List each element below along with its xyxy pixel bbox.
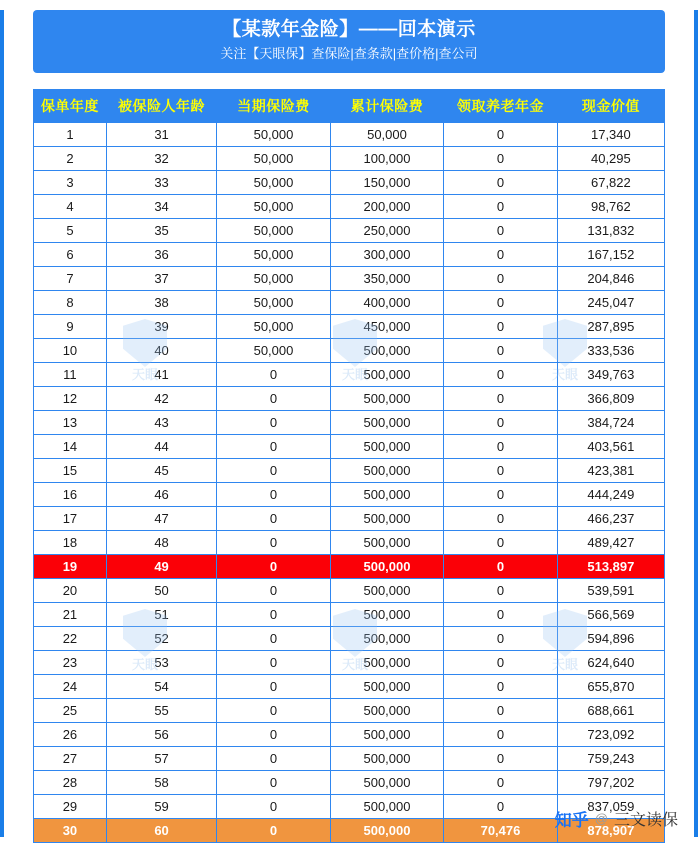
- table-cell: 333,536: [557, 339, 664, 363]
- table-cell: 67,822: [557, 171, 664, 195]
- table-cell: 7: [34, 267, 107, 291]
- table-row: [34, 483, 665, 507]
- table-cell: 33: [106, 171, 216, 195]
- table-cell: 35: [106, 219, 216, 243]
- footer-separator: @: [594, 811, 608, 826]
- table-row: [34, 747, 665, 771]
- table-cell: 0: [444, 267, 558, 291]
- table-row: [34, 267, 665, 291]
- table-cell: 500,000: [330, 723, 444, 747]
- table-row: [34, 315, 665, 339]
- table-row: [34, 555, 665, 579]
- table-cell: 50,000: [217, 339, 331, 363]
- table-cell: 655,870: [557, 675, 664, 699]
- table-cell: 759,243: [557, 747, 664, 771]
- table-cell: 0: [444, 171, 558, 195]
- table-cell: 837,059: [557, 795, 664, 819]
- table-cell: 22: [34, 627, 107, 651]
- table-header: [34, 90, 665, 123]
- table-cell: 0: [444, 723, 558, 747]
- table-cell: 3: [34, 171, 107, 195]
- table-row: [34, 771, 665, 795]
- table-cell: 366,809: [557, 387, 664, 411]
- table-cell: 50,000: [217, 315, 331, 339]
- column-header-insured-age: 被保险人年龄: [106, 90, 216, 123]
- header-banner: [33, 10, 665, 73]
- table-body: [34, 123, 665, 843]
- table-cell: 878,907: [557, 819, 664, 843]
- table-cell: 37: [106, 267, 216, 291]
- column-header-current-premium: 当期保险费: [217, 90, 331, 123]
- table-cell: 57: [106, 747, 216, 771]
- table-cell: 30: [34, 819, 107, 843]
- table-cell: 500,000: [330, 411, 444, 435]
- table-cell: 0: [444, 123, 558, 147]
- table-cell: 4: [34, 195, 107, 219]
- table-row: [34, 123, 665, 147]
- table-cell: 52: [106, 627, 216, 651]
- table-row: [34, 243, 665, 267]
- table-row: [34, 411, 665, 435]
- table-cell: 55: [106, 699, 216, 723]
- table-cell: 513,897: [557, 555, 664, 579]
- table-row: [34, 147, 665, 171]
- table-cell: 20: [34, 579, 107, 603]
- table-cell: 0: [444, 771, 558, 795]
- table-cell: 500,000: [330, 603, 444, 627]
- table-cell: 0: [444, 579, 558, 603]
- table-row: [34, 387, 665, 411]
- table-cell: 0: [444, 531, 558, 555]
- table-cell: 24: [34, 675, 107, 699]
- table-cell: 245,047: [557, 291, 664, 315]
- watermark-6: 天眼: [543, 609, 587, 672]
- table-cell: 50,000: [217, 291, 331, 315]
- table-cell: 688,661: [557, 699, 664, 723]
- table-cell: 539,591: [557, 579, 664, 603]
- watermark-3: 天眼: [543, 319, 587, 382]
- table-row: [34, 675, 665, 699]
- table-cell: 0: [217, 459, 331, 483]
- table-cell: 45: [106, 459, 216, 483]
- table-cell: 60: [106, 819, 216, 843]
- table-cell: 250,000: [330, 219, 444, 243]
- table-cell: 0: [444, 555, 558, 579]
- table-cell: 0: [217, 555, 331, 579]
- table-cell: 42: [106, 387, 216, 411]
- table-row: [34, 723, 665, 747]
- table-cell: 500,000: [330, 339, 444, 363]
- table-cell: 0: [444, 699, 558, 723]
- table-cell: 0: [217, 723, 331, 747]
- table-cell: 500,000: [330, 531, 444, 555]
- table-cell: 50,000: [217, 243, 331, 267]
- column-header-policy-year: 保单年度: [34, 90, 107, 123]
- table-cell: 12: [34, 387, 107, 411]
- table-cell: 0: [217, 627, 331, 651]
- policy-table: [33, 89, 665, 843]
- table-cell: 29: [34, 795, 107, 819]
- table-cell: 0: [217, 771, 331, 795]
- table-row: [34, 627, 665, 651]
- table-row: [34, 219, 665, 243]
- table-cell: 500,000: [330, 483, 444, 507]
- table-cell: 500,000: [330, 555, 444, 579]
- table-cell: 19: [34, 555, 107, 579]
- table-cell: 150,000: [330, 171, 444, 195]
- table-row: [34, 339, 665, 363]
- table-row: [34, 699, 665, 723]
- table-cell: 100,000: [330, 147, 444, 171]
- table-cell: 14: [34, 435, 107, 459]
- table-cell: 0: [444, 651, 558, 675]
- page-title: 【某款年金险】——回本演示: [222, 19, 476, 40]
- watermark-4: 天眼: [123, 609, 167, 672]
- table-cell: 36: [106, 243, 216, 267]
- table-cell: 10: [34, 339, 107, 363]
- table-cell: 48: [106, 531, 216, 555]
- table-cell: 15: [34, 459, 107, 483]
- table-cell: 1: [34, 123, 107, 147]
- table-cell: 17: [34, 507, 107, 531]
- table-cell: 31: [106, 123, 216, 147]
- table-cell: 44: [106, 435, 216, 459]
- table-cell: 0: [217, 363, 331, 387]
- table-cell: 53: [106, 651, 216, 675]
- table-cell: 0: [444, 147, 558, 171]
- table-cell: 50: [106, 579, 216, 603]
- table-cell: 500,000: [330, 699, 444, 723]
- table-cell: 38: [106, 291, 216, 315]
- table-cell: 594,896: [557, 627, 664, 651]
- table-cell: 0: [444, 459, 558, 483]
- table-cell: 403,561: [557, 435, 664, 459]
- table-cell: 50,000: [217, 195, 331, 219]
- page-subtitle: 关注【天眼保】查保险|查条款|查价格|查公司: [220, 46, 478, 61]
- table-cell: 23: [34, 651, 107, 675]
- table-cell: 400,000: [330, 291, 444, 315]
- table-cell: 0: [444, 795, 558, 819]
- table-cell: 0: [444, 411, 558, 435]
- zhihu-logo: 知乎: [554, 811, 589, 830]
- table-cell: 5: [34, 219, 107, 243]
- table-cell: 34: [106, 195, 216, 219]
- table-cell: 27: [34, 747, 107, 771]
- table-cell: 0: [444, 483, 558, 507]
- watermark-2: 天眼: [333, 319, 377, 382]
- table-row: [34, 579, 665, 603]
- table-cell: 0: [217, 747, 331, 771]
- table-cell: 624,640: [557, 651, 664, 675]
- table-cell: 50,000: [217, 171, 331, 195]
- table-cell: 423,381: [557, 459, 664, 483]
- table-cell: 500,000: [330, 819, 444, 843]
- table-cell: 500,000: [330, 747, 444, 771]
- table-cell: 54: [106, 675, 216, 699]
- table-cell: 0: [444, 315, 558, 339]
- column-header-annuity-received: 领取养老年金: [444, 90, 558, 123]
- table-cell: 0: [217, 699, 331, 723]
- table-cell: 0: [444, 291, 558, 315]
- table-cell: 723,092: [557, 723, 664, 747]
- table-cell: 0: [217, 411, 331, 435]
- table-cell: 40,295: [557, 147, 664, 171]
- table-row: [34, 171, 665, 195]
- table-cell: 0: [217, 435, 331, 459]
- table-cell: 500,000: [330, 579, 444, 603]
- table-cell: 500,000: [330, 675, 444, 699]
- table-cell: 200,000: [330, 195, 444, 219]
- table-cell: 0: [444, 243, 558, 267]
- table-cell: 500,000: [330, 795, 444, 819]
- table-cell: 350,000: [330, 267, 444, 291]
- table-cell: 47: [106, 507, 216, 531]
- table-cell: 500,000: [330, 363, 444, 387]
- table-row: [34, 603, 665, 627]
- table-cell: 11: [34, 363, 107, 387]
- table-cell: 500,000: [330, 627, 444, 651]
- table-cell: 50,000: [217, 267, 331, 291]
- table-cell: 300,000: [330, 243, 444, 267]
- table-cell: 0: [444, 219, 558, 243]
- table-cell: 59: [106, 795, 216, 819]
- table-cell: 50,000: [217, 219, 331, 243]
- table-cell: 6: [34, 243, 107, 267]
- table-cell: 0: [217, 675, 331, 699]
- table-cell: 50,000: [217, 123, 331, 147]
- table-cell: 0: [444, 195, 558, 219]
- table-cell: 0: [444, 363, 558, 387]
- policy-table-container: [33, 89, 665, 843]
- table-cell: 0: [217, 579, 331, 603]
- table-cell: 500,000: [330, 651, 444, 675]
- table-cell: 0: [444, 627, 558, 651]
- table-cell: 58: [106, 771, 216, 795]
- table-cell: 0: [217, 603, 331, 627]
- table-cell: 25: [34, 699, 107, 723]
- table-cell: 566,569: [557, 603, 664, 627]
- table-cell: 26: [34, 723, 107, 747]
- table-cell: 13: [34, 411, 107, 435]
- table-cell: 0: [444, 507, 558, 531]
- table-cell: 0: [217, 651, 331, 675]
- table-cell: 0: [444, 387, 558, 411]
- table-row: [34, 195, 665, 219]
- table-row: [34, 291, 665, 315]
- table-cell: 489,427: [557, 531, 664, 555]
- footer-credit: [555, 806, 678, 831]
- table-cell: 0: [444, 603, 558, 627]
- table-cell: 2: [34, 147, 107, 171]
- table-cell: 500,000: [330, 507, 444, 531]
- page-root: [0, 10, 698, 837]
- table-row: [34, 651, 665, 675]
- table-cell: 500,000: [330, 387, 444, 411]
- table-cell: 0: [217, 819, 331, 843]
- table-cell: 46: [106, 483, 216, 507]
- table-cell: 43: [106, 411, 216, 435]
- table-cell: 39: [106, 315, 216, 339]
- table-cell: 50,000: [217, 147, 331, 171]
- table-cell: 0: [217, 507, 331, 531]
- table-cell: 0: [444, 675, 558, 699]
- table-cell: 287,895: [557, 315, 664, 339]
- table-cell: 0: [217, 483, 331, 507]
- table-cell: 28: [34, 771, 107, 795]
- table-cell: 32: [106, 147, 216, 171]
- table-cell: 0: [217, 531, 331, 555]
- column-header-cumulative-premium: 累计保险费: [330, 90, 444, 123]
- table-cell: 0: [217, 795, 331, 819]
- table-cell: 18: [34, 531, 107, 555]
- table-header-row: [34, 90, 665, 123]
- table-row: [34, 531, 665, 555]
- table-cell: 0: [217, 387, 331, 411]
- table-row: [34, 507, 665, 531]
- table-cell: 8: [34, 291, 107, 315]
- table-cell: 56: [106, 723, 216, 747]
- table-cell: 444,249: [557, 483, 664, 507]
- table-cell: 500,000: [330, 459, 444, 483]
- column-header-cash-value: 现金价值: [557, 90, 664, 123]
- table-cell: 40: [106, 339, 216, 363]
- table-cell: 49: [106, 555, 216, 579]
- table-cell: 0: [444, 339, 558, 363]
- table-row: [34, 459, 665, 483]
- table-cell: 17,340: [557, 123, 664, 147]
- table-cell: 500,000: [330, 771, 444, 795]
- table-cell: 16: [34, 483, 107, 507]
- table-cell: 21: [34, 603, 107, 627]
- table-cell: 797,202: [557, 771, 664, 795]
- table-row: [34, 435, 665, 459]
- table-cell: 167,152: [557, 243, 664, 267]
- table-cell: 9: [34, 315, 107, 339]
- table-cell: 70,476: [444, 819, 558, 843]
- table-cell: 41: [106, 363, 216, 387]
- table-cell: 0: [444, 435, 558, 459]
- watermark-1: 天眼: [123, 319, 167, 382]
- table-cell: 466,237: [557, 507, 664, 531]
- table-cell: 384,724: [557, 411, 664, 435]
- table-cell: 131,832: [557, 219, 664, 243]
- table-row: [34, 363, 665, 387]
- footer-author: 三文读保: [613, 812, 678, 829]
- table-cell: 204,846: [557, 267, 664, 291]
- table-cell: 450,000: [330, 315, 444, 339]
- table-cell: 51: [106, 603, 216, 627]
- table-cell: 349,763: [557, 363, 664, 387]
- table-cell: 500,000: [330, 435, 444, 459]
- watermark-5: 天眼: [333, 609, 377, 672]
- table-cell: 50,000: [330, 123, 444, 147]
- table-cell: 0: [444, 747, 558, 771]
- table-cell: 98,762: [557, 195, 664, 219]
